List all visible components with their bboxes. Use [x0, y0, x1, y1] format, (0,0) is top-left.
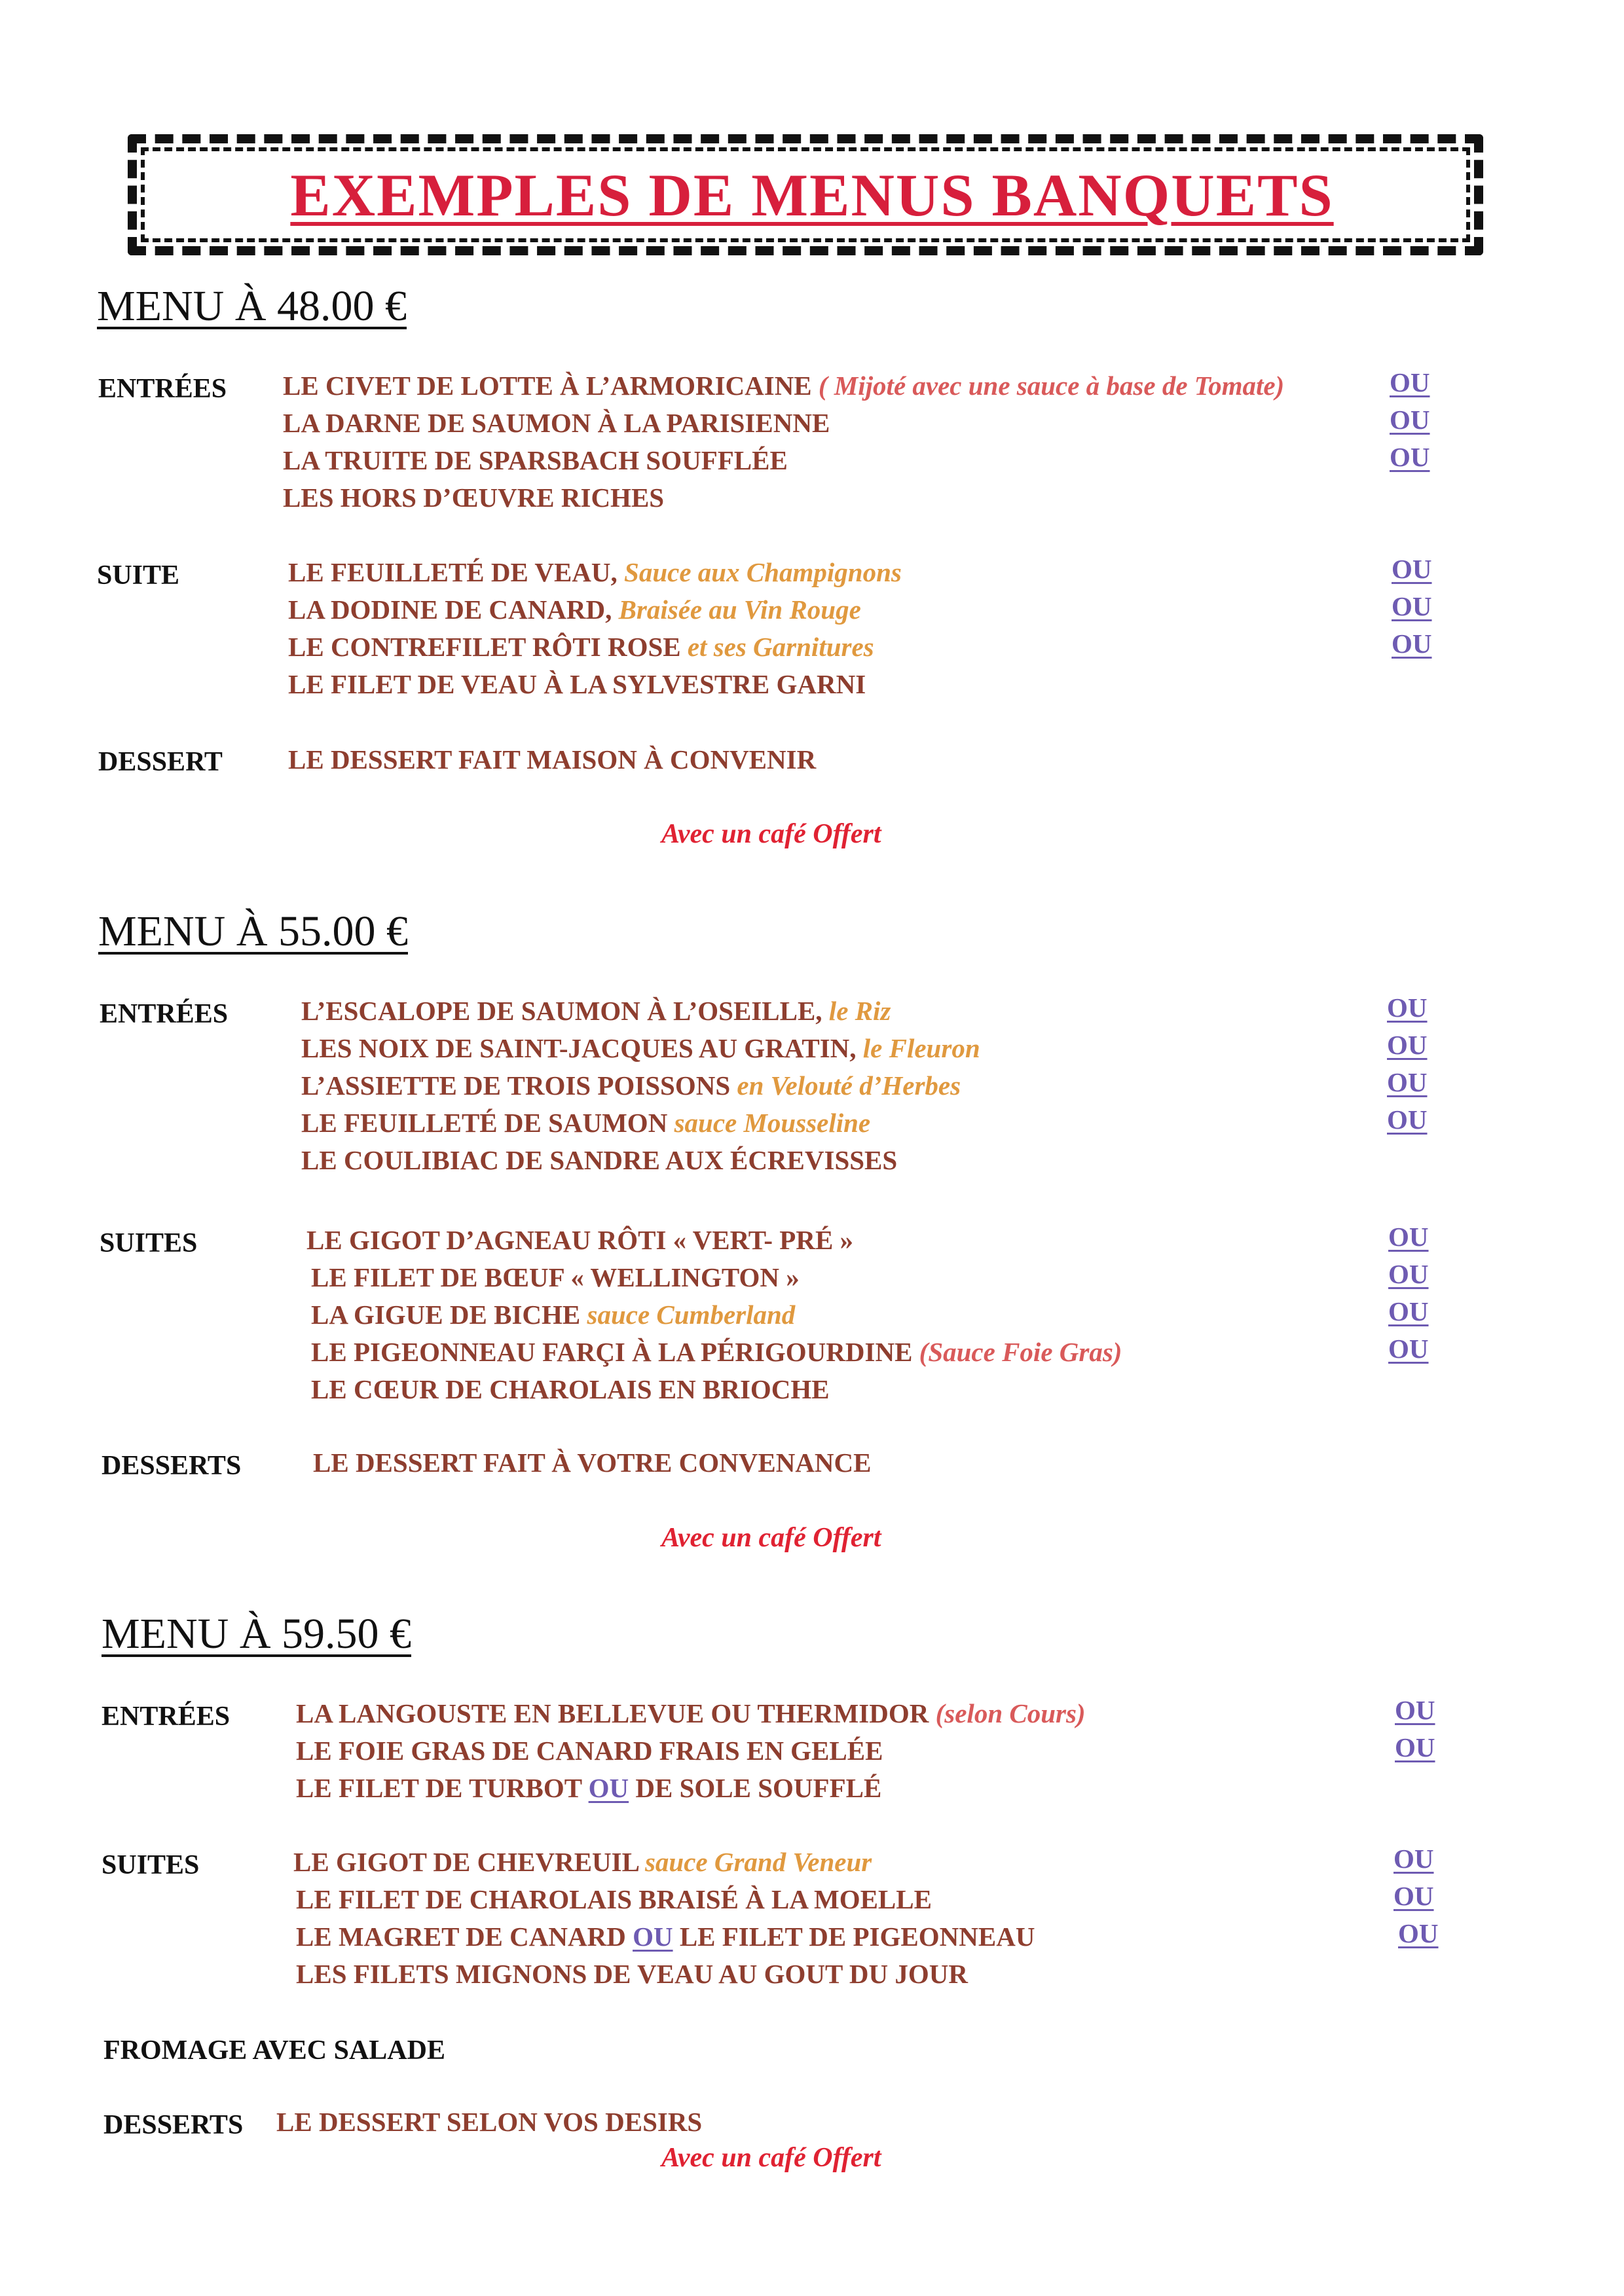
menu-59-suite-ou-3: OU: [1398, 1918, 1439, 1948]
menu-59-suite-4: LES FILETS MIGNONS DE VEAU AU GOUT DU JOUR: [296, 1959, 968, 1989]
menu-48-suite-4: LE FILET DE VEAU À LA SYLVESTRE GARNI: [288, 669, 866, 699]
menu-55-suite-3: LA GIGUE DE BICHE sauce Cumberland: [311, 1300, 796, 1330]
menu-55-suite-5: LE CŒUR DE CHAROLAIS EN BRIOCHE: [311, 1374, 830, 1404]
menu-55-suite-ou-3: OU: [1388, 1296, 1429, 1326]
menu-59-suite-1: LE GIGOT DE CHEVREUIL sauce Grand Veneur: [293, 1847, 872, 1877]
menu-48-suite-label: SUITE: [97, 560, 180, 591]
menu-55-entree-ou-1: OU: [1387, 993, 1428, 1023]
menu-59-suite-ou-2: OU: [1393, 1881, 1434, 1911]
menu-55-entree-3: L’ASSIETTE DE TROIS POISSONS en Velouté d’Herbes: [301, 1070, 961, 1101]
menu-59-entree-2: LE FOIE GRAS DE CANARD FRAIS EN GELÉE: [296, 1736, 883, 1766]
menu-48-title: MENU À 48.00 €: [97, 282, 407, 330]
menu-55-entree-ou-4: OU: [1387, 1104, 1428, 1135]
menu-59-title: MENU À 59.50 €: [101, 1610, 411, 1658]
menu-55-entree-ou-2: OU: [1387, 1030, 1428, 1060]
menu-48-suite-ou-2: OU: [1392, 591, 1432, 621]
menu-59-suite-3: LE MAGRET DE CANARD OU LE FILET DE PIGEONNEAU: [296, 1922, 1035, 1952]
menu-48-cafe: Avec un café Offert: [661, 819, 881, 849]
menu-59-suite-ou-1: OU: [1393, 1844, 1434, 1874]
menu-59-suite-2: LE FILET DE CHAROLAIS BRAISÉ À LA MOELLE: [296, 1884, 932, 1914]
menu-55-entree-ou-3: OU: [1387, 1067, 1428, 1097]
menu-59-entree-1: LA LANGOUSTE EN BELLEVUE OU THERMIDOR (selon Cours): [296, 1698, 1086, 1728]
menu-59-entree-ou-2: OU: [1395, 1732, 1435, 1762]
menu-48-dessert: LE DESSERT FAIT MAISON À CONVENIR: [288, 744, 817, 774]
menu-48-suite-3: LE CONTREFILET RÔTI ROSE et ses Garnitures: [288, 632, 874, 662]
menu-55-suite-1: LE GIGOT D’AGNEAU RÔTI « VERT- PRÉ »: [306, 1225, 854, 1255]
menu-48-entree-ou-3: OU: [1390, 442, 1430, 472]
menu-59-fromage: FROMAGE AVEC SALADE: [103, 2035, 445, 2066]
menu-55-suite-2: LE FILET DE BŒUF « WELLINGTON »: [311, 1262, 800, 1292]
page-title: EXEMPLES DE MENUS BANQUETS: [290, 162, 1334, 228]
menu-55-dessert: LE DESSERT FAIT À VOTRE CONVENANCE: [313, 1448, 872, 1478]
menu-48-entree-ou-2: OU: [1390, 405, 1430, 435]
menu-59-dessert: LE DESSERT SELON VOS DESIRS: [276, 2107, 703, 2137]
menu-55-suites-label: SUITES: [100, 1228, 198, 1258]
menu-55-entree-4: LE FEUILLETÉ DE SAUMON sauce Mousseline: [301, 1108, 871, 1138]
menu-55-cafe: Avec un café Offert: [661, 1523, 881, 1553]
menu-48-suite-2: LA DODINE DE CANARD, Braisée au Vin Rouge: [288, 594, 861, 625]
menu-59-entree-ou-1: OU: [1395, 1695, 1435, 1725]
menu-48-suite-1: LE FEUILLETÉ DE VEAU, Sauce aux Champignons: [288, 557, 902, 587]
menu-48-entree-4: LES HORS D’ŒUVRE RICHES: [283, 483, 665, 513]
menu-55-suite-ou-1: OU: [1388, 1222, 1429, 1252]
menu-59-entree-3: LE FILET DE TURBOT OU DE SOLE SOUFFLÉ: [296, 1773, 882, 1803]
menu-55-suite-4: LE PIGEONNEAU FARÇI À LA PÉRIGOURDINE (Sauce Foie Gras): [311, 1337, 1122, 1367]
menu-55-entree-5: LE COULIBIAC DE SANDRE AUX ÉCREVISSES: [301, 1145, 898, 1175]
menu-59-cafe: Avec un café Offert: [661, 2143, 881, 2173]
menu-48-suite-ou-1: OU: [1392, 554, 1432, 584]
menu-59-desserts-label: DESSERTS: [103, 2110, 244, 2140]
menu-55-title: MENU À 55.00 €: [98, 907, 408, 955]
menu-48-entree-3: LA TRUITE DE SPARSBACH SOUFFLÉE: [283, 445, 788, 475]
menu-48-entree-2: LA DARNE DE SAUMON À LA PARISIENNE: [283, 408, 830, 438]
menu-48-entree-ou-1: OU: [1390, 367, 1430, 397]
menu-48-suite-ou-3: OU: [1392, 629, 1432, 659]
menu-48-entrees-label: ENTRÉES: [98, 374, 227, 404]
menu-55-entree-1: L’ESCALOPE DE SAUMON À L’OSEILLE, le Riz: [301, 996, 891, 1026]
menu-55-suite-ou-2: OU: [1388, 1259, 1429, 1289]
menu-55-entree-2: LES NOIX DE SAINT-JACQUES AU GRATIN, le Fleuron: [301, 1033, 980, 1063]
menu-48-entree-1: LE CIVET DE LOTTE À L’ARMORICAINE ( Mijoté avec une sauce à base de Tomate): [283, 371, 1285, 401]
menu-59-suites-label: SUITES: [101, 1850, 200, 1880]
menu-55-desserts-label: DESSERTS: [101, 1451, 242, 1481]
menu-48-dessert-label: DESSERT: [98, 747, 223, 777]
menu-59-entrees-label: ENTRÉES: [101, 1702, 231, 1732]
menu-55-suite-ou-4: OU: [1388, 1334, 1429, 1364]
menu-55-entrees-label: ENTRÉES: [100, 999, 229, 1029]
